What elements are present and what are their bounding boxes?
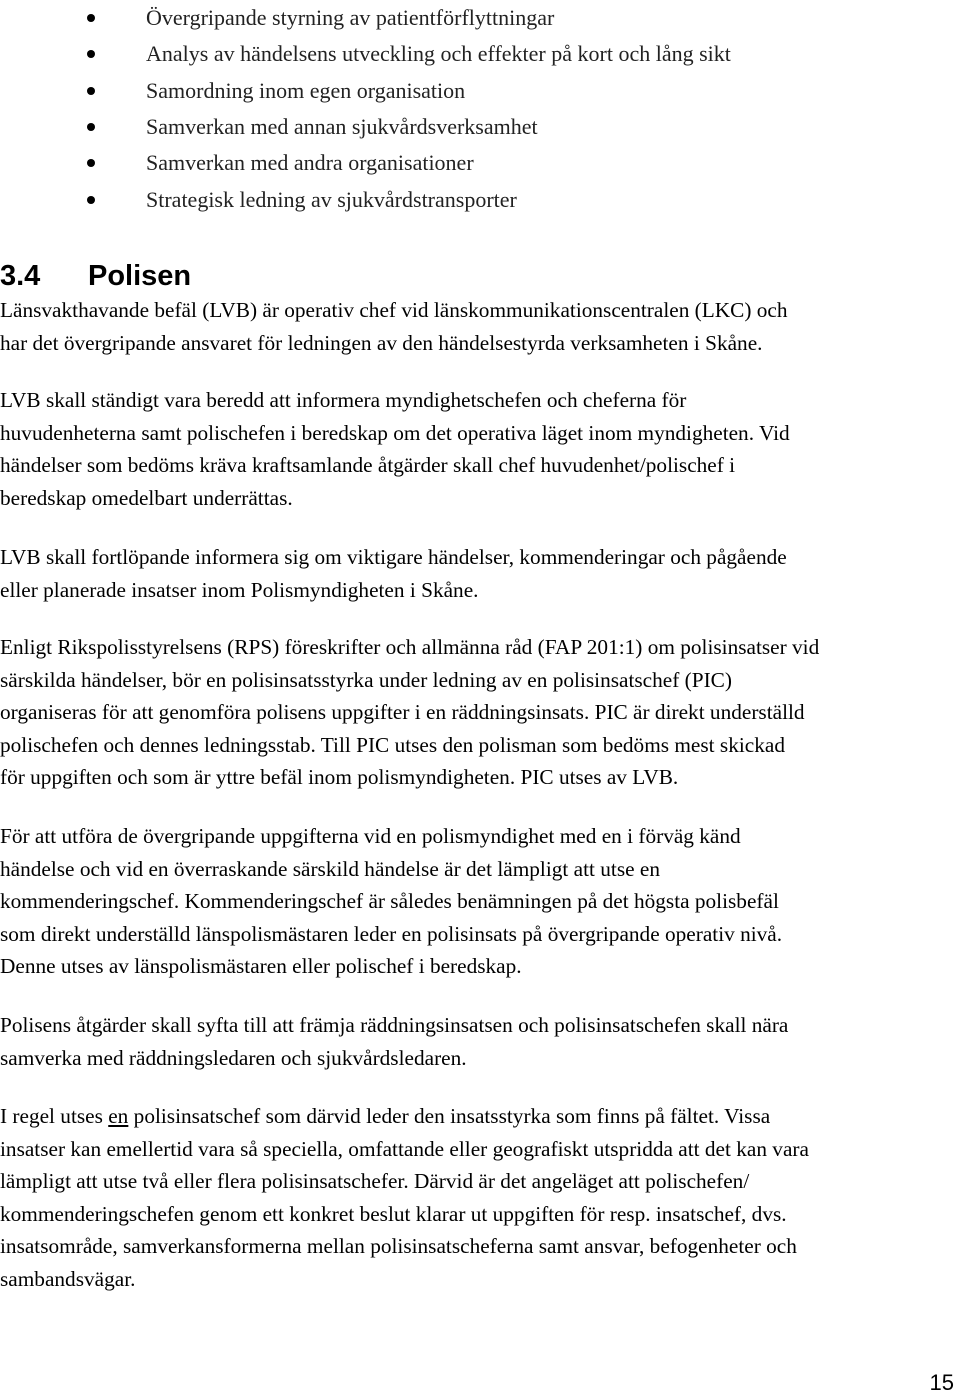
text-line: För att utföra de övergripande uppgifterna vid en polismyndighet med en i förväg känd (0, 824, 741, 848)
list-item (0, 109, 900, 145)
paragraph (0, 820, 950, 983)
text-line: organiseras för att genomföra polisens uppgifter i en räddningsinsats. PIC är direkt underställd (0, 700, 805, 724)
text-line: kommenderingschef. Kommenderingschef är således benämningen på det högsta polisbefäl (0, 889, 779, 913)
list-item (0, 145, 900, 181)
list-item-text: Samverkan med annan sjukvårdsverksamhet (146, 114, 538, 139)
text-line: händelse och vid en överraskande särskild händelse är det lämpligt att utse en (0, 856, 660, 881)
text-line: insatser kan emellertid vara så speciella, omfattande eller geografiskt utspridda att det kan vara (0, 1136, 809, 1161)
text-line: insatsområde, samverkansformerna mellan polisinsatscheferna samt ansvar, befogenheter och (0, 1234, 797, 1258)
list-item-text: Övergripande styrning av patientförflyttningar (146, 5, 555, 30)
text-line: för uppgiften och som är yttre befäl inom polismyndigheten. PIC utses av LVB. (0, 765, 679, 789)
list-item-text: Samordning inom egen organisation (146, 78, 466, 103)
text-line: Enligt Rikspolisstyrelsens (RPS) föreskrifter och allmänna råd (FAP 201:1) om polisinsatser vid (0, 635, 820, 659)
bullet-icon (87, 50, 95, 58)
text-line (0, 1100, 950, 1133)
paragraph (0, 631, 950, 794)
text-line: Denne utses av länspolismästaren eller polischef i beredskap. (0, 954, 522, 978)
text-line: särskilda händelser, bör en polisinsatsstyrka under ledning av en polisinsatschef (PIC) (0, 667, 732, 692)
text-line: lämpligt att utse två eller flera polisinsatschefer. Därvid är det angeläget att polischefen/ (0, 1169, 750, 1193)
text-line: som direkt underställd länspolismästaren leder en polisinsats på övergripande operativ nivå. (0, 921, 783, 946)
text-run: I regel utses (0, 1104, 109, 1128)
text-line: huvudenheterna samt polischefen i beredskap om det operativa läget inom myndigheten. Vid (0, 420, 790, 445)
text-line: Länsvakthavande befäl (LVB) är operativ chef vid länskommunikationscentralen (LKC) och (0, 298, 788, 322)
text-line: eller planerade insatser inom Polismyndigheten i Skåne. (0, 577, 479, 602)
text-line: händelser som bedöms kräva kraftsamlande åtgärder skall chef huvudenhet/polischef i (0, 453, 736, 477)
text-run: polisinsatschef som därvid leder den insatsstyrka som finns på fältet. Vissa (128, 1104, 771, 1128)
paragraph (0, 1009, 950, 1074)
list-item (0, 36, 900, 72)
text-line: sambandsvägar. (0, 1266, 136, 1291)
list-item (0, 73, 900, 109)
bullet-icon (87, 159, 95, 167)
bullet-icon (87, 87, 95, 95)
text-line: polischefen och dennes ledningsstab. Till PIC utses den polisman som bedöms mest skickad (0, 732, 785, 757)
list-item (0, 0, 900, 36)
paragraph (0, 384, 950, 514)
section-title: Polisen (88, 260, 192, 293)
text-line: Polisens åtgärder skall syfta till att främja räddningsinsatsen och polisinsatschefen skall nära (0, 1013, 789, 1037)
list-item-text: Analys av händelsens utveckling och effekter på kort och lång sikt (146, 41, 731, 66)
text-line: LVB skall ständigt vara beredd att informera myndighetschefen och cheferna för (0, 388, 687, 412)
emphasis-text: en (108, 1104, 129, 1128)
paragraph (0, 294, 950, 359)
text-line: kommenderingschefen genom ett konkret beslut klarar ut uppgiften för resp. insatschef, dvs. (0, 1201, 787, 1226)
text-line: samverka med räddningsledaren och sjukvårdsledaren. (0, 1045, 467, 1070)
list-item-text: Strategisk ledning av sjukvårdstransporter (146, 187, 517, 212)
page-number: 15 (929, 1370, 954, 1395)
text-line: har det övergripande ansvaret för ledningen av den händelsestyrda verksamheten i Skåne. (0, 330, 763, 355)
paragraph (0, 541, 950, 606)
text-line: beredskap omedelbart underrättas. (0, 485, 293, 510)
list-item (0, 182, 900, 218)
list-item-text: Samverkan med andra organisationer (146, 150, 474, 175)
paragraph (0, 1100, 950, 1295)
text-line: LVB skall fortlöpande informera sig om viktigare händelser, kommenderingar och pågående (0, 545, 787, 569)
bullet-icon (87, 123, 95, 131)
bullet-icon (87, 196, 95, 204)
bullet-icon (87, 14, 95, 22)
section-number: 3.4 (0, 260, 41, 293)
